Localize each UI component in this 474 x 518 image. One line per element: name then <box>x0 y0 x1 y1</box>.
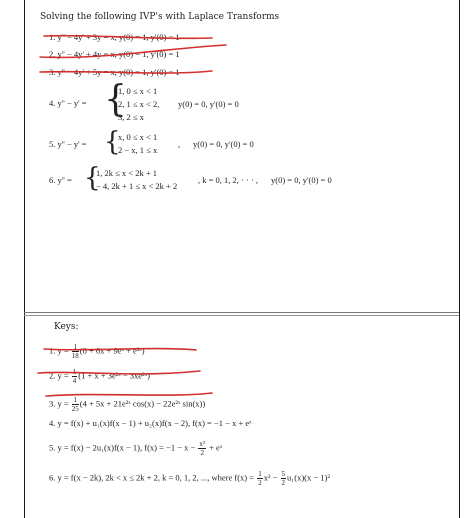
section-divider-double <box>24 315 459 316</box>
key-1: 1. y = $\frac{1}{18}$ (8 + 6x + 9eˣ + e³ˣ) <box>49 343 145 360</box>
section-divider <box>24 312 459 313</box>
key-6-fraction-1: $\frac{1}{2}$ <box>258 470 262 487</box>
problem-3: 3. y'' − 4y' + 5y = x, y(0) = 1, y'(0) = 1 <box>49 67 180 77</box>
problem-4-case-2: 2, 1 ≤ x < 2, <box>118 99 160 109</box>
page-right-border <box>459 0 460 518</box>
problem-6-brace: { <box>84 163 101 193</box>
key-3: 3. y = $\frac{1}{25}$ (4 + 5x + 21e²ˣ cos(x) − 22e²ˣ sin(x)) <box>49 396 206 413</box>
key-5: 5. y = f(x) − 2u₁(x)f(x − 1), f(x) = −1 − x − $\frac{\text{x²}}{2}$ + eˣ <box>49 440 223 457</box>
problem-6-lhs: 6. y'' = <box>49 175 72 185</box>
key-1-fraction: $\frac{1}{18}$ <box>71 343 79 360</box>
keys-label: Keys: <box>54 322 79 332</box>
problem-5-initial-conditions: y(0) = 0, y'(0) = 0 <box>193 139 254 149</box>
problem-1: 1. y'' − 4y' + 3y = x, y(0) = 1, y'(0) = 1 <box>49 32 180 42</box>
problem-6-k-range: , k = 0, 1, 2, · · · , <box>198 175 259 185</box>
problem-2: 2. y'' − 4y' + 4y = x, y(0) = 1, y'(0) = 1 <box>49 49 180 59</box>
problem-5-lhs: 5. y'' − y' = <box>49 139 87 149</box>
problem-6-case-1: 1, 2k ≤ x < 2k + 1 <box>96 168 158 178</box>
problem-4-case-1: 1, 0 ≤ x < 1 <box>118 86 158 96</box>
problem-5-comma: , <box>178 139 181 149</box>
key-2-fraction: $\frac{1}{4}$ <box>72 368 77 385</box>
problem-5-brace: { <box>104 127 121 157</box>
key-2: 2. y = $\frac{1}{4}$ (1 + x + 3e²ˣ − 3xe²ˣ) <box>49 368 150 385</box>
problem-4-initial-conditions: y(0) = 0, y'(0) = 0 <box>178 99 239 109</box>
key-4: 4. y = f(x) + u₁(x)f(x − 1) + u₂(x)f(x − 2), f(x) = −1 − x + eˣ <box>49 418 252 428</box>
key-6: 6. y = f(x − 2k), 2k < x ≤ 2k + 2, k = 0, 1, 2, ..., where f(x) = $\frac{1}{2}$ x² − $\frac{5}{2}$ u₁(x)(x − 1)² <box>49 470 330 487</box>
problem-4-case-3: 3, 2 ≤ x <box>118 112 144 122</box>
problem-5-case-2: 2 − x, 1 ≤ x <box>118 145 158 155</box>
page-title: Solving the following IVP's with Laplace Transforms <box>40 12 280 22</box>
problem-4-brace: { <box>104 79 127 120</box>
key-3-fraction: $\frac{1}{25}$ <box>71 396 79 413</box>
problem-6-case-2: − 4, 2k + 1 ≤ x < 2k + 2 <box>96 181 178 191</box>
page-left-border <box>24 0 25 518</box>
problem-4-lhs: 4. y'' − y' = <box>49 98 87 108</box>
problem-6-initial-conditions: y(0) = 0, y'(0) = 0 <box>271 175 332 185</box>
key-6-fraction-2: $\frac{5}{2}$ <box>281 470 286 487</box>
key-5-fraction: $\frac{\text{x²}}{2}$ <box>199 440 206 457</box>
problem-5-case-1: x, 0 ≤ x < 1 <box>118 132 158 142</box>
